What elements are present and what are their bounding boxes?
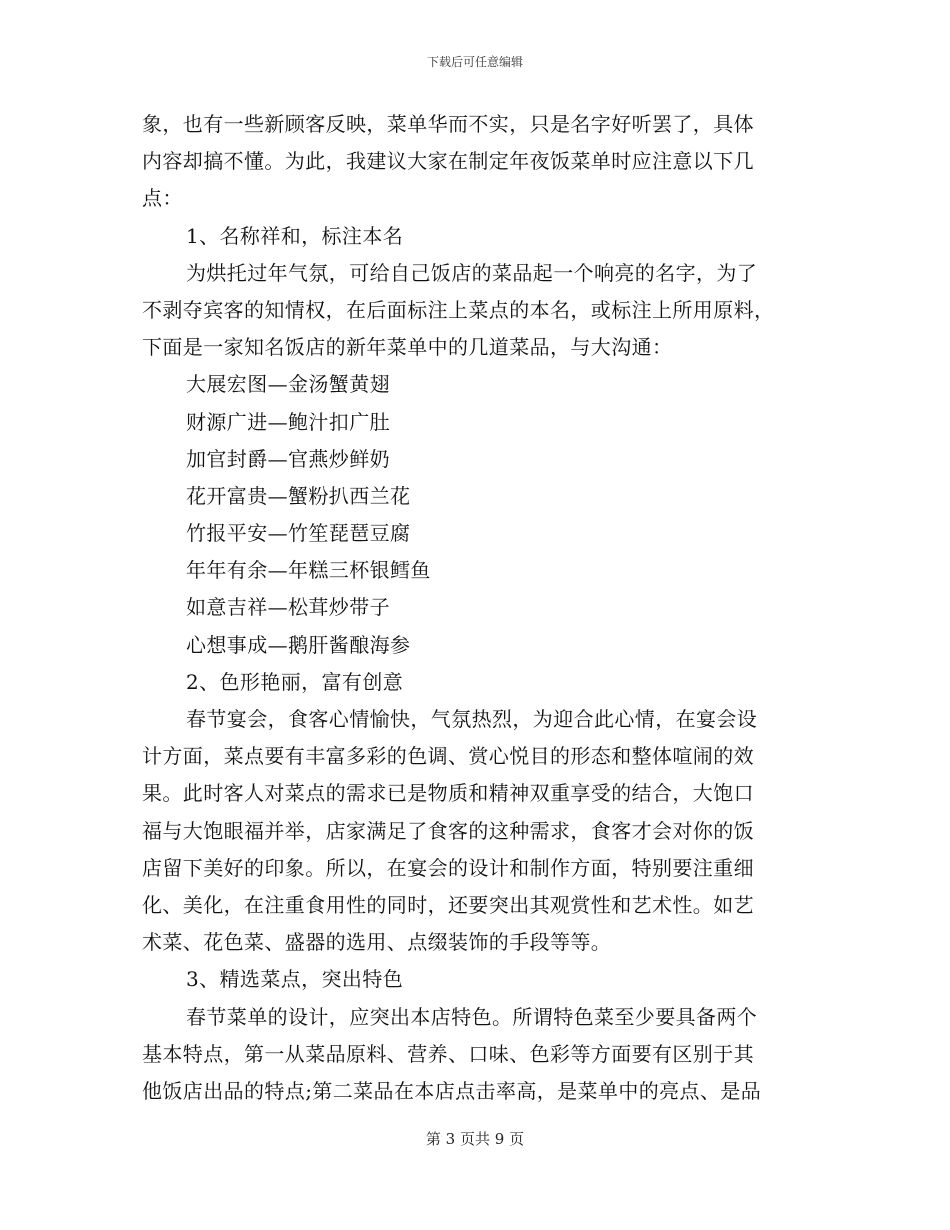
text-line: 竹报平安—竹笙琵琶豆腐 [186, 521, 411, 546]
text-line: 心想事成—鹅肝酱酿海参 [186, 632, 411, 657]
text-line: 年年有余—年糕三杯银鳕鱼 [186, 558, 431, 583]
text-line: 福与大饱眼福并举，店家满足了食客的这种需求，食客才会对你的饭 [142, 818, 754, 843]
text-line: 如意吉祥—松茸炒带子 [186, 595, 390, 620]
page-header: 下载后可任意编辑 [426, 55, 523, 69]
text-line: 大展宏图—金汤蟹黄翅 [186, 372, 390, 397]
text-line: 计方面，菜点要有丰富多彩的色调、赏心悦目的形态和整体喧闹的效 [142, 744, 754, 769]
text-line: 象，也有一些新顾客反映，菜单华而不实，只是名字好听罢了，具体 [142, 112, 754, 136]
text-line: 下面是一家知名饭店的新年菜单中的几道菜品，与大沟通： [142, 335, 673, 360]
text-line: 春节菜单的设计，应突出本店特色。所谓特色菜至少要具备两个 [186, 1004, 758, 1029]
text-line: 加官封爵—官燕炒鲜奶 [186, 446, 390, 471]
text-line: 化、美化，在注重食用性的同时，还要突出其观赏性和艺术性。如艺 [142, 892, 754, 917]
text-line: 他饭店出品的特点;第二菜品在本店点击率高，是菜单中的亮点、是品 [142, 1078, 762, 1103]
page-footer: 第 3 页共 9 页 [425, 1130, 525, 1148]
document-body [142, 106, 806, 1110]
text-line: 术菜、花色菜、盛器的选用、点缀装饰的手段等等。 [142, 930, 612, 955]
text-line: 点： [142, 186, 183, 211]
text-line: 3、精选菜点，突出特色 [186, 967, 404, 992]
text-line: 财源广进—鲍汁扣广肚 [186, 409, 390, 434]
text-line: 不剥夺宾客的知情权，在后面标注上菜点的本名，或标注上所用原料， [142, 297, 775, 322]
text-line: 花开富贵—蟹粉扒西兰花 [186, 483, 411, 508]
text-line: 基本特点，第一从菜品原料、营养、口味、色彩等方面要有区别于其 [142, 1041, 754, 1066]
text-line: 为烘托过年气氛，可给自己饭店的菜品起一个响亮的名字，为了 [186, 260, 758, 285]
text-line: 果。此时客人对菜点的需求已是物质和精神双重享受的结合，大饱口 [142, 781, 754, 806]
text-line: 1、名称祥和，标注本名 [186, 223, 404, 248]
text-line: 2、色形艳丽，富有创意 [186, 669, 404, 694]
text-line: 春节宴会，食客心情愉快，气氛热烈，为迎合此心情，在宴会设 [186, 707, 758, 731]
text-line: 内容却搞不懂。为此，我建议大家在制定年夜饭菜单时应注意以下几 [142, 149, 754, 174]
text-line: 店留下美好的印象。所以，在宴会的设计和制作方面，特别要注重细 [142, 855, 754, 880]
